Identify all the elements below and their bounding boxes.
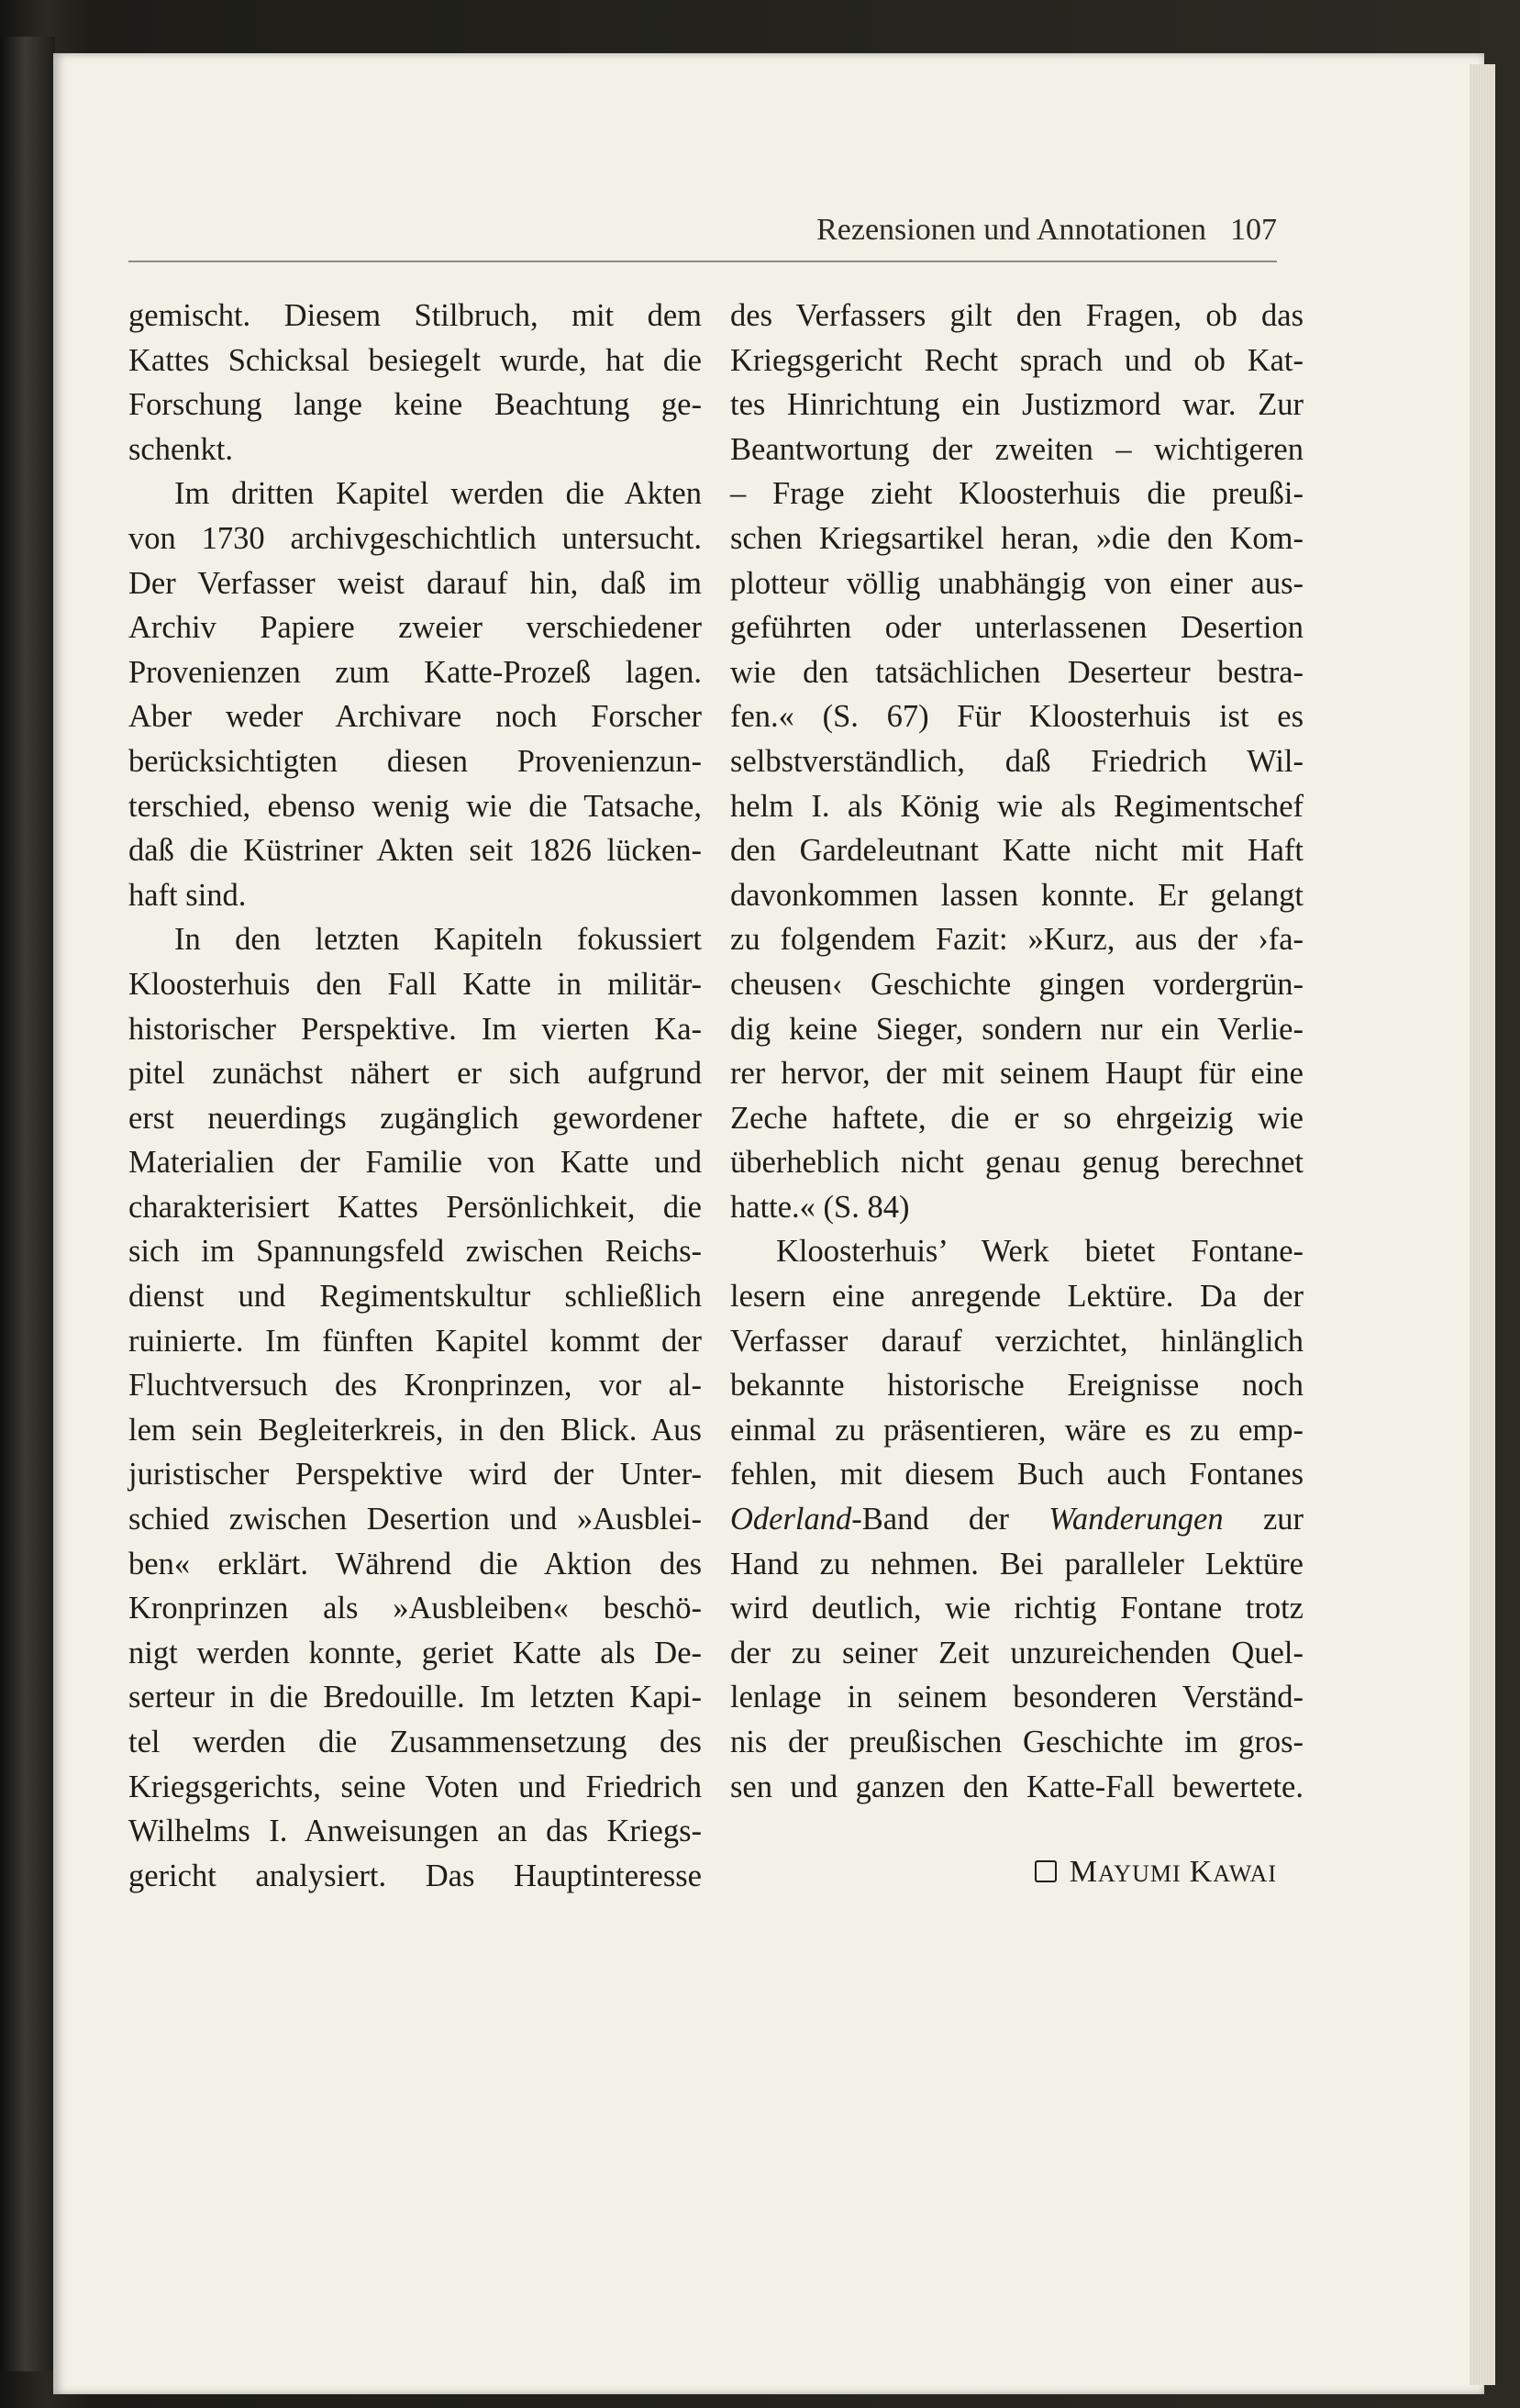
text-line: plotteur völlig unabhängig von einer aus- [730,565,1304,601]
text-line: hatte.« (S. 84) [730,1189,910,1225]
text-line: wird deutlich, wie richtig Fontane trotz [730,1591,1304,1626]
text-line: rer hervor, der mit seinem Haupt für eine [730,1056,1304,1092]
facing-page-edge [0,37,55,2371]
text-line: Archiv Papiere zweier verschiedener [128,610,702,646]
text-line: bekannte historische Ereignisse noch [730,1368,1304,1404]
text-line: Aber weder Archivare noch Forscher [128,699,702,735]
text-line: schenkt. [128,431,234,467]
text-line: gemischt. Diesem Stilbruch, mit dem [128,298,702,333]
text-span: zur [1223,1502,1304,1537]
text-line: haft sind. [128,877,247,913]
running-header [782,213,1277,259]
text-line: schen Kriegsartikel heran, »die den Kom- [730,520,1304,556]
text-line: juristischer Perspektive wird der Unter- [128,1457,702,1493]
text-line: berücksichtigten diesen Provenienzun- [128,743,702,779]
text-line: Kriegsgericht Recht sprach und ob Kat- [730,342,1304,378]
text-line: Kattes Schicksal besiegelt wurde, hat die [128,342,702,378]
text-line: – Frage zieht Kloosterhuis die preußi- [730,476,1304,512]
text-line: überheblich nicht genau genug berechnet [730,1145,1304,1181]
text-line: lesern eine anregende Lektüre. Da der [730,1279,1304,1315]
text-line: Wilhelms I. Anweisungen an das Kriegs- [128,1814,702,1849]
text-line: Kloosterhuis den Fall Katte in militär- [128,966,702,1002]
text-line: fen.« (S. 67) Für Kloosterhuis ist es [730,699,1304,735]
right-column [730,294,1304,1809]
text-line: serteur in die Bredouille. Im letzten Kapi- [128,1680,702,1715]
text-line: Zeche haftete, die er so ehrgeizig wie [730,1100,1304,1136]
text-line-with-italic-titles [730,1497,1304,1542]
text-line: der zu seiner Zeit unzureichenden Quel- [730,1635,1304,1670]
text-line: Verfasser darauf verzichtet, hinlänglich [730,1323,1304,1359]
text-line: helm I. als König wie als Regimentschef [730,788,1304,824]
text-line: ben« erklärt. Während die Aktion des [128,1546,702,1581]
text-line: Beantwortung der zweiten – wichtigeren [730,431,1304,467]
text-line: von 1730 archivgeschichtlich untersucht. [128,520,702,556]
text-line: gericht analysiert. Das Hauptinteresse [128,1858,702,1893]
page-stack-edge [1470,64,1495,2385]
text-line: Materialien der Familie von Katte und [128,1145,702,1181]
text-line: selbstverständlich, daß Friedrich Wil- [730,743,1304,779]
text-span: -Band der [851,1502,1049,1537]
text-line: charakterisiert Kattes Persönlichkeit, die [128,1189,702,1225]
signature-smallcaps: AWAI [1213,1860,1277,1887]
square-bullet-icon [1035,1860,1057,1882]
text-line: historischer Perspektive. Im vierten Ka- [128,1011,702,1047]
text-line: lem sein Begleiterkreis, in den Blick. Aus [128,1412,702,1448]
text-line: cheusen‹ Geschichte gingen vordergrün- [730,966,1304,1002]
text-line: dig keine Sieger, sondern nur ein Verlie- [730,1011,1304,1047]
text-line: dienst und Regimentskultur schließlich [128,1279,702,1315]
left-column [128,294,702,1898]
text-line: davonkommen lassen konnte. Er gelangt [730,877,1304,913]
text-line: lenlage in seinem besonderen Verständ- [730,1680,1304,1715]
text-line: Fluchtversuch des Kronprinzen, vor al- [128,1368,702,1404]
signature-initial: M [1069,1855,1098,1889]
text-line: fehlen, mit diesem Buch auch Fontanes [730,1457,1304,1493]
text-line: Hand zu nehmen. Bei paralleler Lektüre [730,1546,1304,1581]
text-line: In den letzten Kapiteln fokussiert [174,922,702,958]
italic-title: Wanderungen [1048,1502,1224,1537]
text-line: ruinierte. Im fünften Kapitel kommt der [128,1323,702,1359]
text-line: pitel zunächst nähert er sich aufgrund [128,1056,702,1092]
text-line: Kriegsgerichts, seine Voten und Friedrich [128,1769,702,1804]
text-line: Provenienzen zum Katte-Prozeß lagen. [128,654,702,690]
text-line: den Gardeleutnant Katte nicht mit Haft [730,833,1304,869]
text-line: Forschung lange keine Beachtung ge- [128,387,702,423]
text-line: geführten oder unterlassenen Desertion [730,610,1304,646]
text-line: wie den tatsächlichen Deserteur bestra- [730,654,1304,690]
text-line: schied zwischen Desertion und »Ausblei- [128,1502,702,1537]
text-line: sen und ganzen den Katte-Fall bewertete. [730,1769,1304,1804]
text-line: daß die Küstriner Akten seit 1826 lücken- [128,833,702,869]
signature-initial: K [1189,1855,1214,1889]
text-line: nigt werden konnte, geriet Katte als De- [128,1635,702,1670]
text-line: Im dritten Kapitel werden die Akten [174,476,702,512]
page-number: 107 [1230,213,1277,247]
reviewer-signature [963,1855,1277,1890]
signature-smallcaps: AYUMI [1097,1860,1182,1887]
text-line: sich im Spannungsfeld zwischen Reichs- [128,1234,702,1270]
text-line: Der Verfasser weist darauf hin, daß im [128,565,702,601]
text-line: tel werden die Zusammensetzung des [128,1725,702,1759]
italic-title: Oderland [730,1502,852,1537]
header-rule [128,261,1277,262]
text-line: Kronprinzen als »Ausbleiben« beschö- [128,1591,702,1626]
text-line: terschied, ebenso wenig wie die Tatsache, [128,788,702,824]
text-line: einmal zu präsentieren, wäre es zu emp- [730,1412,1304,1448]
text-line: des Verfassers gilt den Fragen, ob das [730,298,1304,333]
text-line: Kloosterhuis’ Werk bietet Fontane- [776,1234,1304,1270]
text-line: nis der preußischen Geschichte im gros- [730,1725,1304,1759]
text-line: tes Hinrichtung ein Justizmord war. Zur [730,387,1304,423]
text-line: erst neuerdings zugänglich gewordener [128,1100,702,1136]
text-line: zu folgendem Fazit: »Kurz, aus der ›fa- [730,922,1304,958]
running-title: Rezensionen und Annotationen [816,213,1206,247]
